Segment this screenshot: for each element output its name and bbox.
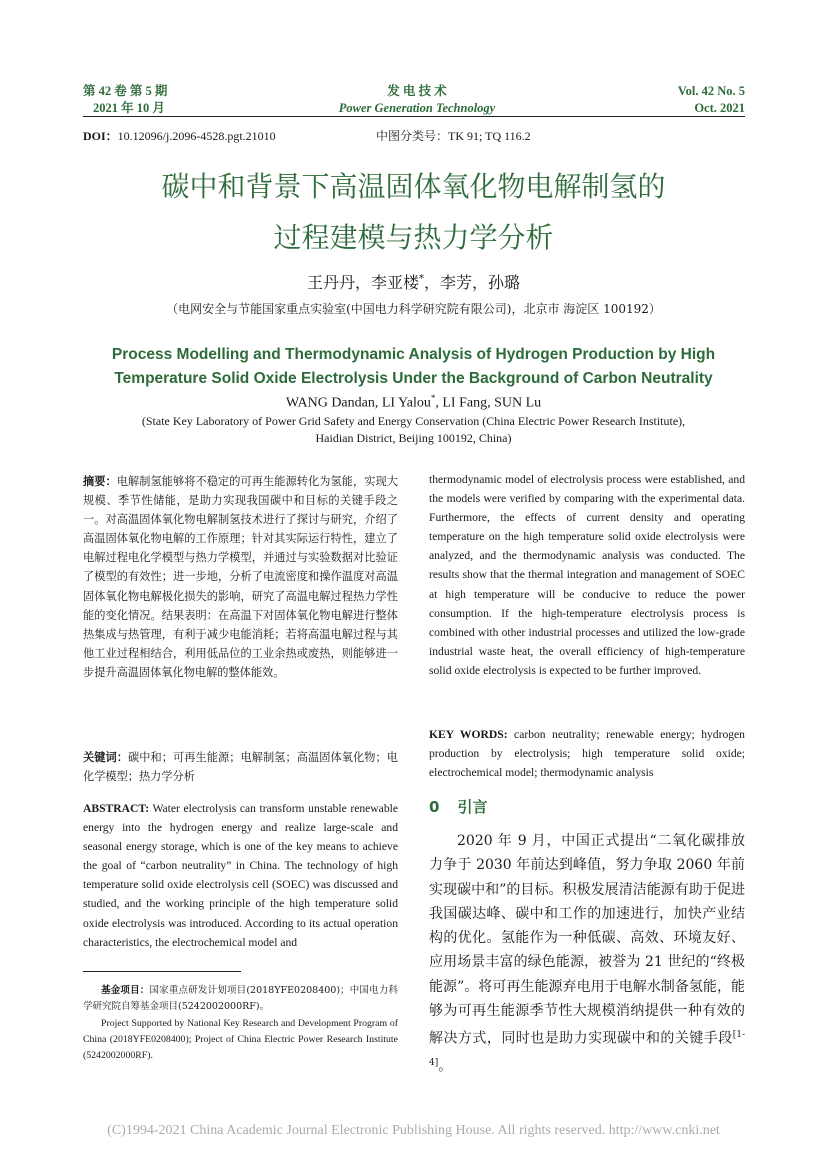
journal-volume bbox=[83, 83, 167, 117]
journal-volume-en bbox=[600, 83, 745, 117]
footnote-cn bbox=[83, 983, 398, 1014]
volume-issue: 第 42 卷 第 5 期 bbox=[83, 84, 168, 98]
authors-cn bbox=[0, 270, 827, 293]
title-en-line2: Temperature Solid Oxide Electrolysis Under the Background of Carbon Neutrality bbox=[114, 370, 713, 387]
intro-end: 。 bbox=[438, 1058, 453, 1075]
clc-value: TK 91; TQ 116.2 bbox=[448, 129, 531, 143]
journal-name-cn: 发 电 技 术 bbox=[387, 84, 447, 98]
journal-name bbox=[300, 83, 534, 117]
affiliation-en-line2: Haidian District, Beijing 100192, China) bbox=[315, 431, 512, 445]
footnote-en: Project Supported by National Key Research and Development Program of China (2018YFE0208400); Project of China Electric Power Research Institute (5242002000RF). bbox=[83, 1018, 398, 1061]
authors-cn-text: 王丹丹，李亚楼 bbox=[306, 273, 419, 292]
title-cn-line2: 过程建模与热力学分析 bbox=[273, 221, 554, 254]
keywords-en-label: KEY WORDS: bbox=[429, 728, 508, 741]
intro-paragraph bbox=[429, 829, 745, 1079]
keywords-en bbox=[429, 725, 745, 782]
abstract-en-text-left: Water electrolysis can transform unstable renewable energy into the hydrogen energy and realize large-scale and seasonal energy storage, which is one of the key means to achieve the goal of “carbon neutrality” in China. The technology of high temperature solid oxide electrolysis cell (SOEC) was discussed and studied, and the working principle of the high temperature solid oxide electrolysis was introduced. According to its actual operation characteristics, the electrochemical model and bbox=[83, 802, 398, 949]
affiliation-en-line1: (State Key Laboratory of Power Grid Safety and Energy Conservation (China Electric Power Research Institute), bbox=[141, 414, 686, 428]
doi-value: 10.12096/j.2096-4528.pgt.21010 bbox=[117, 129, 276, 143]
footnote-rule bbox=[83, 971, 241, 972]
abstract-cn-label: 摘要： bbox=[83, 474, 117, 488]
corresponding-mark-en: * bbox=[430, 393, 436, 403]
intro-citation: [1-4] bbox=[429, 1030, 745, 1069]
abstract-cn-text: 电解制氢能够将不稳定的可再生能源转化为氢能，实现大规模、季节性储能，是助力实现我国碳中和目标的关键手段之一。对高温固体氧化物电解制氢技术进行了探讨与研究，介绍了高温固体氧化物电解的工作原理；针对其实际运行特性，建立了电解过程电化学模型与热力学模型，并通过与实验数据对比验证了模型的有效性；进一步地，分析了电流密度和操作温度对高温固体氧化物电解极化损失的影响，研究了高温电解过程热力学性能的变化情况。结果表明：在高温下对固体氧化物电解进行整体热集成与热管理，有利于减少电能消耗；若将高温电解过程与其他工业过程相结合，利用低品位的工业余热或废热，则能够进一步提升高温固体氧化物电解的整体能效。 bbox=[83, 475, 398, 679]
title-cn-line1: 碳中和背景下高温固体氧化物电解制氢的 bbox=[161, 170, 666, 203]
journal-name-en: Power Generation Technology bbox=[338, 101, 496, 115]
keywords-cn-label: 关键词： bbox=[83, 750, 129, 764]
affiliation-cn: （电网安全与节能国家重点实验室(中国电力科学研究院有限公司)，北京市 海淀区 100192） bbox=[166, 302, 661, 316]
footnote-label: 基金项目： bbox=[101, 985, 150, 996]
header-rule bbox=[83, 116, 745, 117]
clc-label: 中图分类号： bbox=[376, 129, 449, 143]
title-en-line1: Process Modelling and Thermodynamic Analysis of Hydrogen Production by High bbox=[111, 346, 716, 363]
abstract-en-left bbox=[83, 799, 398, 952]
section-heading bbox=[429, 796, 487, 817]
copyright-notice: (C)1994-2021 China Academic Journal Electronic Publishing House. All rights reserved. http://www.cnki.net bbox=[107, 1123, 720, 1138]
authors-en-rest: , LI Fang, SUN Lu bbox=[435, 395, 542, 411]
doi-label: DOI： bbox=[83, 129, 118, 143]
abstract-en-label: ABSTRACT: bbox=[83, 802, 150, 815]
affiliation-en bbox=[0, 413, 827, 447]
issue-date-en: Oct. 2021 bbox=[694, 101, 745, 115]
intro-text: 2020 年 9 月，中国正式提出“二氧化碳排放力争于 2030 年前达到峰值，努力争取 2060 年前实现碳中和”的目标。积极发展清洁能源有助于促进我国碳达峰、碳中和工作的加速进行，加快产业结构的优化。氢能作为一种低碳、高效、环境友好、应用场景丰富的绿色能源，被誉为 21 世纪的“终极能源”。将可再生能源弃电用于电解水制备氢能，能够为可再生能源季节性大规模消纳提供一种有效的解决方式，同时也是助力实现碳中和的关键手段 bbox=[429, 833, 745, 1048]
abstract-en-right: thermodynamic model of electrolysis process were established, and the models were verified by comparing with the experimental data. Furthermore, the effects of current density and operating temperature on the high temperature solid oxide electrolysis were analyzed, and the thermodynamic analysis was conducted. The results show that the thermal integration and management of SOEC at high temperature will be conducive to reduce the power consumption. If the high-temperature electrolysis process is combined with other industrial processes and utilized the low-grade industrial waste heat, the overall efficiency of high-temperature solid oxide electrolysis is expected to be further improved. bbox=[429, 473, 745, 677]
section-title: 引言 bbox=[457, 798, 488, 816]
abstract-cn bbox=[83, 472, 398, 682]
issue-date: 2021 年 10 月 bbox=[93, 101, 165, 115]
doi-line bbox=[83, 127, 276, 144]
footnote-text-cn: 国家重点研发计划项目(2018YFE0208400)；中国电力科学研究院自筹基金项目(5242002000RF)。 bbox=[83, 985, 398, 1012]
keywords-en-text: carbon neutrality; renewable energy; hydrogen production by electrolysis; high temperature solid oxide; electrochemical model; thermodynamic analysis bbox=[429, 728, 745, 780]
authors-en-text: WANG Dandan, LI Yalou bbox=[285, 395, 431, 411]
volume-issue-en: Vol. 42 No. 5 bbox=[677, 84, 745, 98]
authors-en bbox=[0, 393, 827, 412]
keywords-cn bbox=[83, 748, 398, 786]
corresponding-mark: * bbox=[419, 273, 424, 285]
authors-cn-rest: ，李芳，孙璐 bbox=[424, 273, 521, 292]
section-number: 0 bbox=[429, 798, 440, 816]
keywords-cn-text: 碳中和；可再生能源；电解制氢；高温固体氧化物；电化学模型；热力学分析 bbox=[83, 751, 398, 784]
clc-line bbox=[376, 127, 531, 144]
